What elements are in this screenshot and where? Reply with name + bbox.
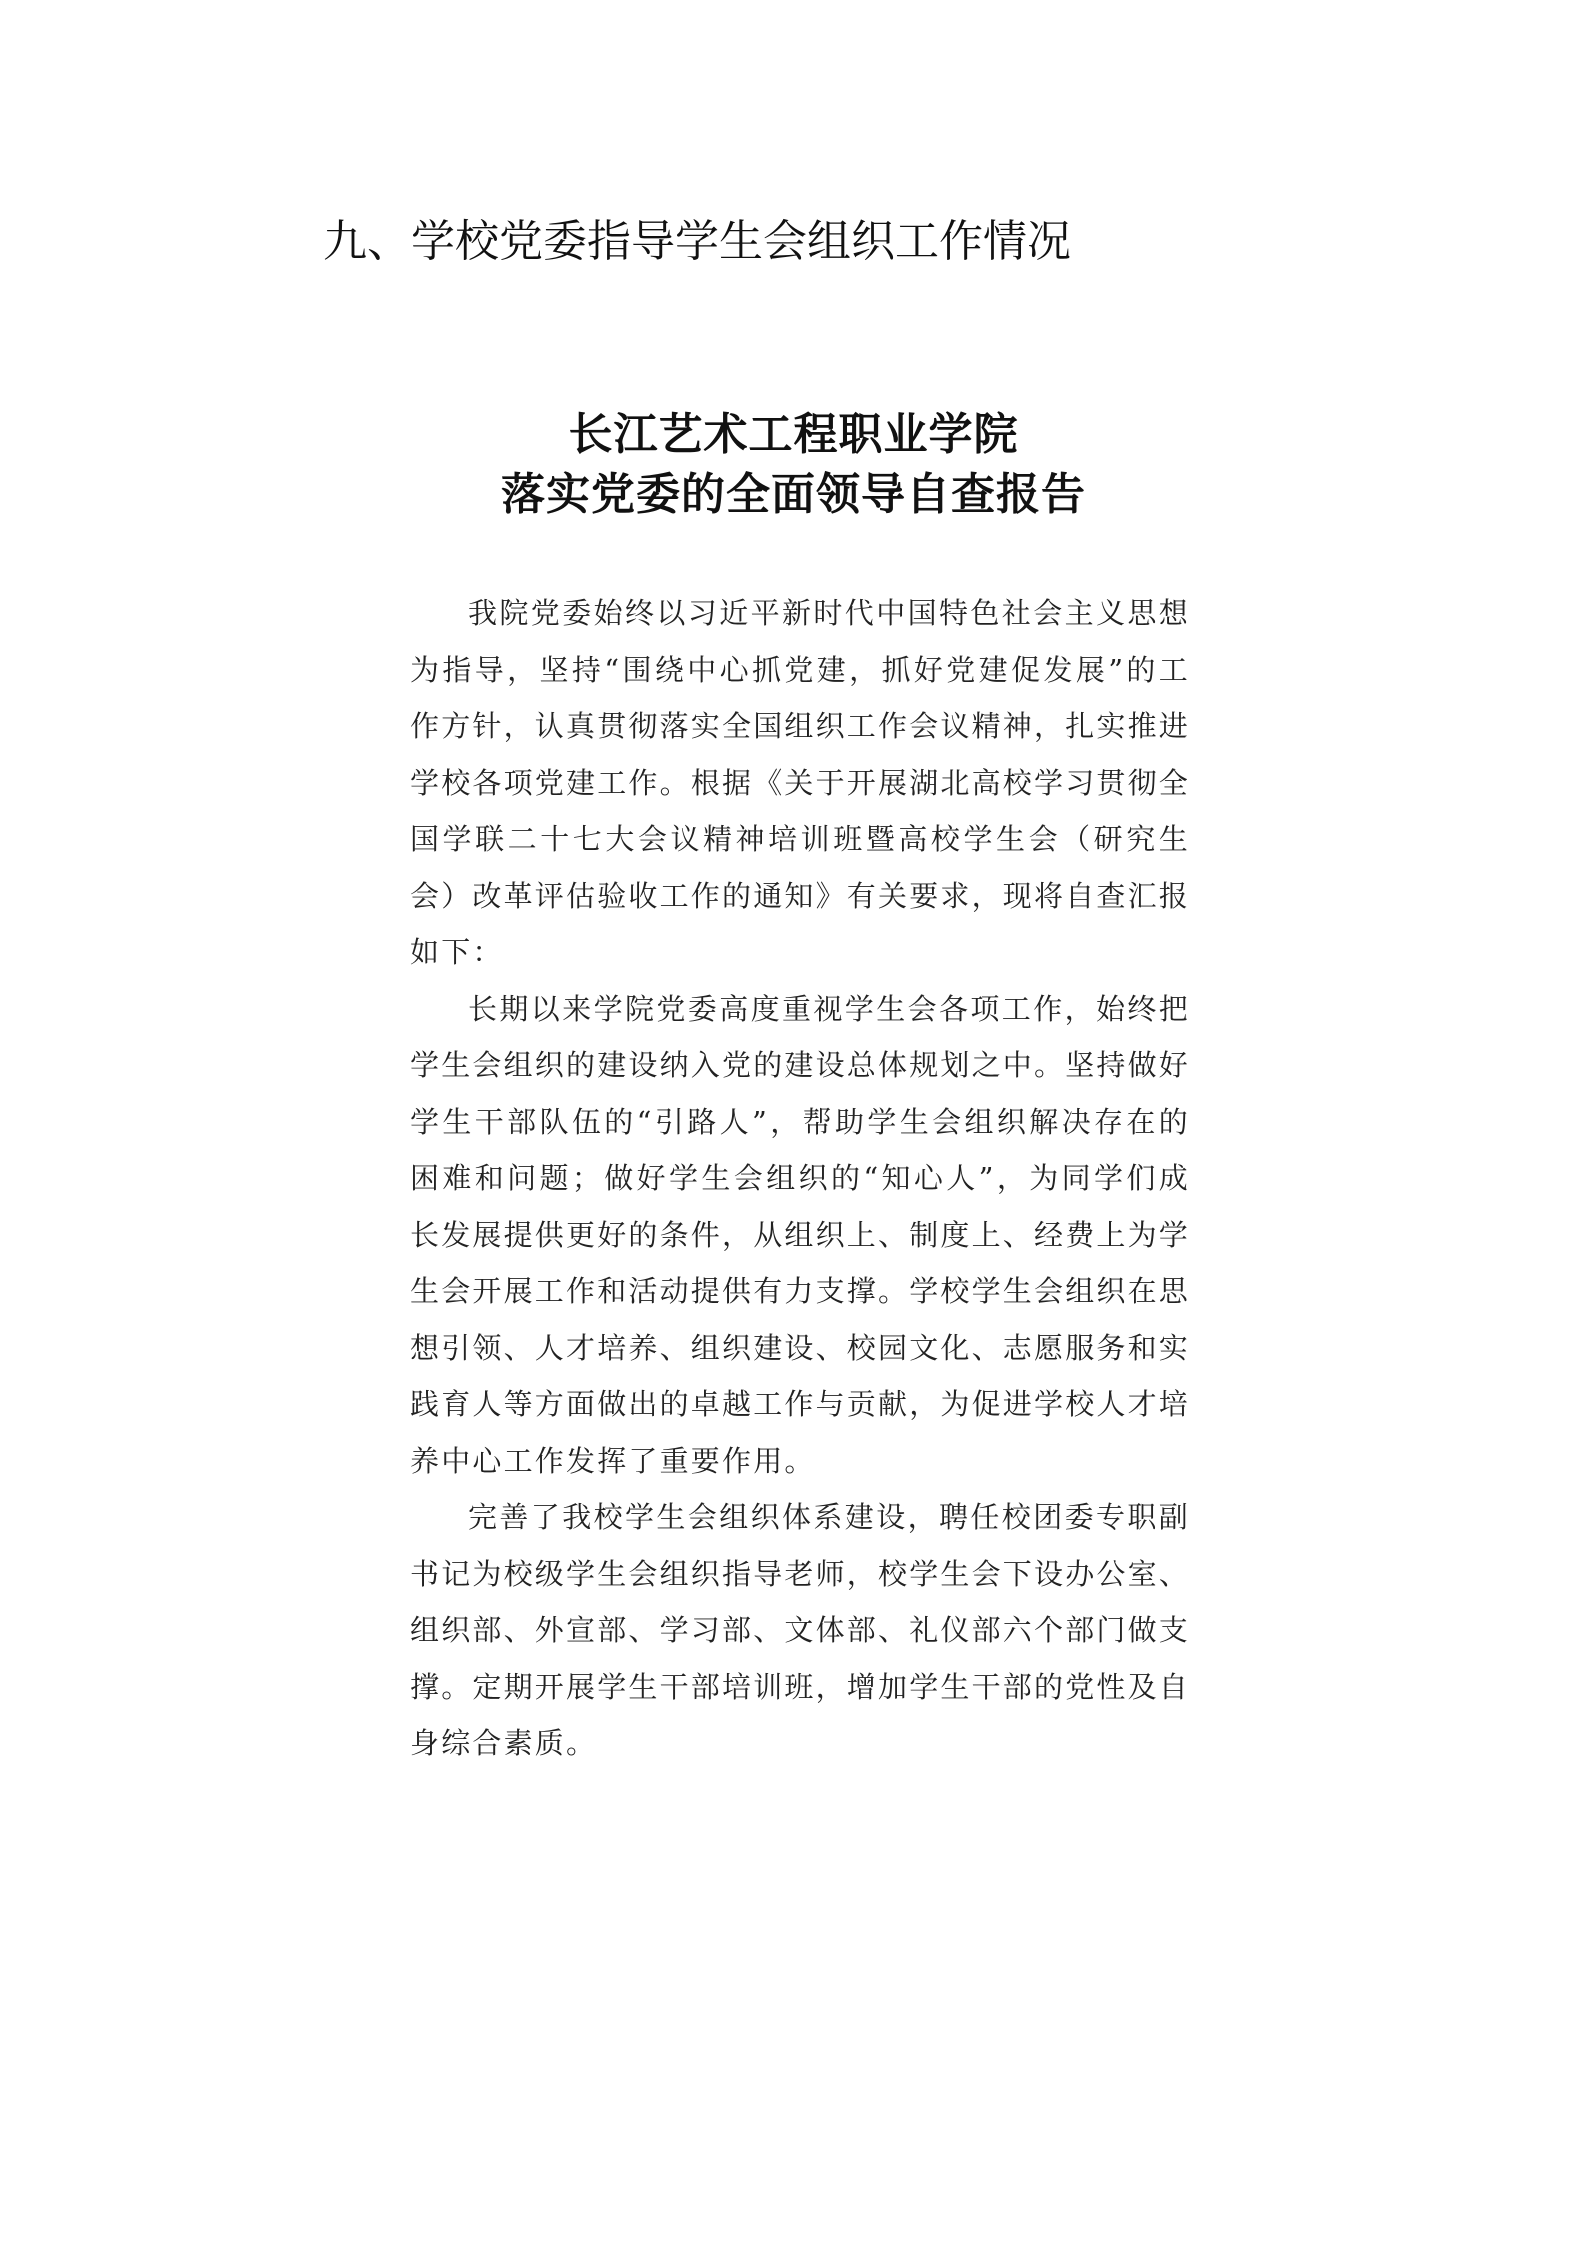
report-title [0,405,1587,525]
report-title-line-2: 落实党委的全面领导自查报告 [501,469,1086,520]
paragraph-party-leadership: 长期以来学院党委高度重视学生会各项工作，始终把学生会组织的建设纳入党的建设总体规划之中。坚持做好学生干部队伍的“引路人”，帮助学生会组织解决存在的困难和问题；做好学生会组织的“知心人”，为同学们成长发展提供更好的条件，从组织上、制度上、经费上为学生会开展工作和活动提供有力支撑。学校学生会组织在思想引领、人才培养、组织建设、校园文化、志愿服务和实践育人等方面做出的卓越工作与贡献，为促进学校人才培养中心工作发挥了重要作用。 [410,991,1191,1478]
section-heading: 九、学校党委指导学生会组织工作情况 [323,216,1071,267]
paragraph-intro: 我院党委始终以习近平新时代中国特色社会主义思想为指导，坚持“围绕中心抓党建，抓好党建促发展”的工作方针，认真贯彻落实全国组织工作会议精神，扎实推进学校各项党建工作。根据《关于开展湖北高校学习贯彻全国学联二十七大会议精神培训班暨高校学生会（研究生会）改革评估验收工作的通知》有关要求，现将自查汇报如下： [410,596,1191,969]
report-body [410,585,1190,1772]
report-title-line-1: 长江艺术工程职业学院 [568,409,1019,460]
paragraph-organization-system: 完善了我校学生会组织体系建设，聘任校团委专职副书记为校级学生会组织指导老师，校学生会下设办公室、组织部、外宣部、学习部、文体部、礼仪部六个部门做支撑。定期开展学生干部培训班，增加学生干部的党性及自身综合素质。 [410,1500,1191,1760]
